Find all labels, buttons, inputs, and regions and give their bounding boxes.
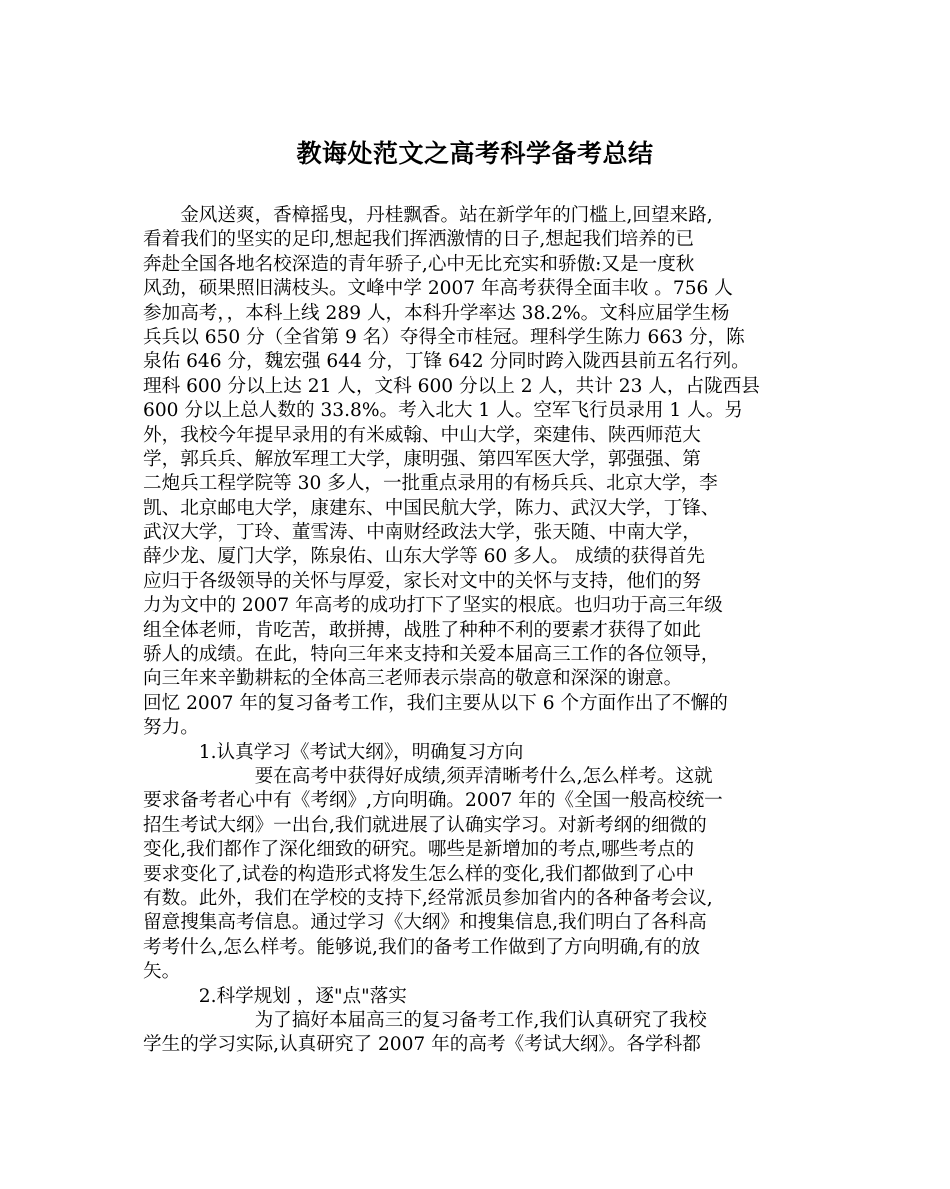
body-line: 风劲，硕果照旧满枝头。文峰中学 2007 年高考获得全面丰收 。756 人 bbox=[143, 278, 733, 300]
body-line: 有数。此外，我们在学校的支持下,经常派员参加省内的各种备考会议, bbox=[143, 887, 713, 909]
body-line: 为了搞好本届高三的复习备考工作,我们认真研究了我校 bbox=[143, 1009, 707, 1031]
body-line: 金风送爽，香樟摇曳，丹桂飘香。站在新学年的门槛上,回望来路, bbox=[143, 205, 713, 226]
body-line: 留意搜集高考信息。通过学习《大纲》和搜集信息,我们明白了各科高 bbox=[143, 912, 707, 934]
body-line: 泉佑 646 分，魏宏强 644 分，丁锋 642 分同时跨入陇西县前五名行列。 bbox=[143, 351, 750, 373]
body-line: 薛少龙、厦门大学，陈泉佑、山东大学等 60 多人。 成绩的获得首先 bbox=[143, 546, 706, 568]
body-line: 要在高考中获得好成绩,须弄清晰考什么,怎么样考。这就 bbox=[143, 765, 713, 787]
body-line: 兵兵以 650 分（全省第 9 名）夺得全市桂冠。理科学生陈力 663 分，陈 bbox=[143, 326, 745, 348]
body-line: 要求备考者心中有《考纲》,方向明确。2007 年的《全国一般高校统一 bbox=[143, 790, 723, 812]
body-line: 600 分以上总人数的 33.8%。考入北大 1 人。空军飞行员录用 1 人。另 bbox=[143, 400, 743, 422]
body-line: 组全体老师，肯吃苦，敢拼搏，战胜了种种不利的要素才获得了如此 bbox=[143, 619, 701, 641]
body-line: 参加高考，，本科上线 289 人，本科升学率达 38.2%。文科应届学生杨 bbox=[143, 302, 730, 324]
body-line: 凯、北京邮电大学，康建东、中国民航大学，陈力、武汉大学，丁锋、 bbox=[143, 497, 720, 519]
body-line: 矢。 bbox=[143, 961, 181, 983]
document-body bbox=[143, 204, 827, 1058]
body-line: 招生考试大纲》一出台,我们就进展了认确实学习。对新考纲的细微的 bbox=[143, 814, 707, 836]
body-line: 理科 600 分以上达 21 人，文科 600 分以上 2 人，共计 23 人，占陇西县 bbox=[143, 375, 760, 397]
body-line: 力为文中的 2007 年高考的成功打下了坚实的根底。也归功于高三年级 bbox=[143, 595, 723, 617]
body-line: 2.科学规划 ，逐"点"落实 bbox=[143, 985, 407, 1007]
body-line: 武汉大学，丁玲、董雪涛、中南财经政法大学，张天随、中南大学， bbox=[143, 522, 701, 544]
body-line: 1.认真学习《考试大纲》，明确复习方向 bbox=[143, 741, 524, 763]
body-line: 努力。 bbox=[143, 717, 199, 739]
body-line: 外，我校今年提早录用的有米威翰、中山大学，栾建伟、陕西师范大 bbox=[143, 424, 701, 446]
body-line: 骄人的成绩。在此，特向三年来支持和关爱本届高三工作的各位领导， bbox=[143, 644, 720, 666]
body-line: 学生的学习实际,认真研究了 2007 年的高考《考试大纲》。各学科都 bbox=[143, 1034, 701, 1056]
body-line: 应归于各级领导的关怀与厚爱，家长对文中的关怀与支持，他们的努 bbox=[143, 570, 701, 592]
body-line: 二炮兵工程学院等 30 多人，一批重点录用的有杨兵兵、北京大学，李 bbox=[143, 473, 718, 495]
body-line: 要求变化了,试卷的构造形式将发生怎么样的变化,我们都做到了心中 bbox=[143, 863, 695, 885]
body-line: 看着我们的坚实的足印,想起我们挥洒激情的日子,想起我们培养的已 bbox=[143, 229, 695, 251]
body-line: 变化,我们都作了深化细致的研究。哪些是新增加的考点,哪些考点的 bbox=[143, 839, 695, 861]
body-line: 学，郭兵兵、解放军理工大学，康明强、第四军医大学，郭强强、第 bbox=[143, 448, 701, 470]
document-title: 教诲处范文之高考科学备考总结 bbox=[296, 139, 654, 168]
body-line: 考考什么,怎么样考。能够说,我们的备考工作做到了方向明确,有的放 bbox=[143, 936, 700, 958]
body-line: 奔赴全国各地名校深造的青年骄子,心中无比充实和骄傲:又是一度秋 bbox=[143, 253, 695, 275]
body-line: 回忆 2007 年的复习备考工作，我们主要从以下 6 个方面作出了不懈的 bbox=[143, 692, 728, 714]
body-line: 向三年来辛勤耕耘的全体高三老师表示崇高的敬意和深深的谢意。 bbox=[143, 668, 683, 690]
